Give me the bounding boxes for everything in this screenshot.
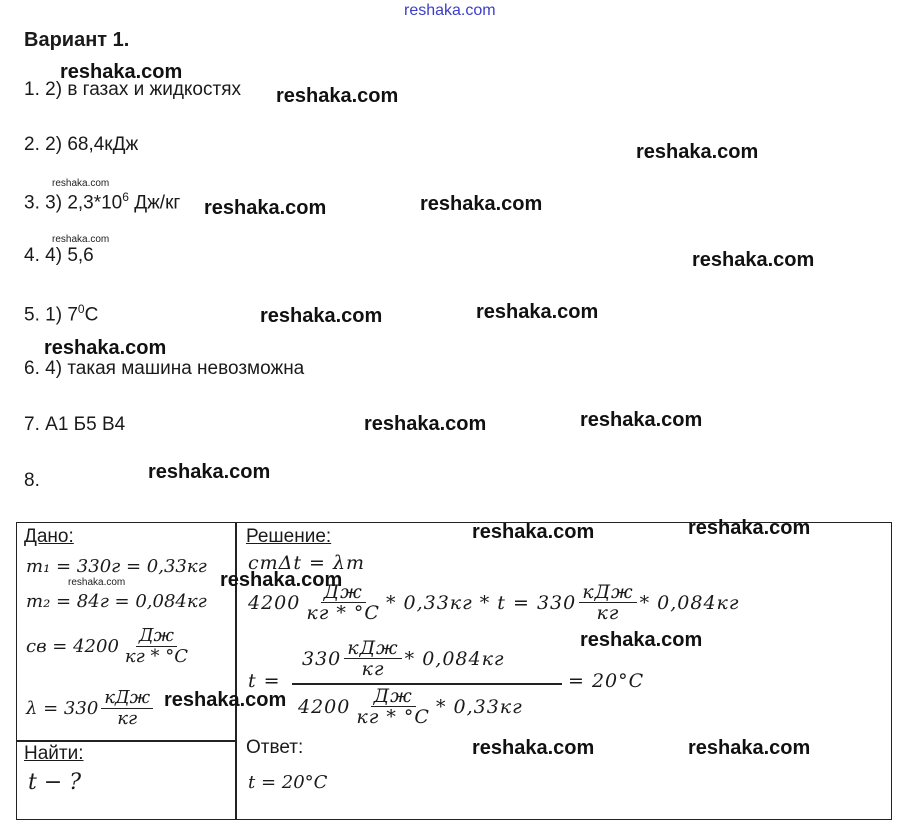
answer-4: 4. 4) 5,6 [24,245,94,266]
given-header: Дано: [24,526,74,547]
given-lambda: λ = 330 $\frac{\text{кДж}}{кг}$ [26,688,156,729]
answer-7: 7. А1 Б5 В4 [24,414,126,435]
table-divider-vertical [235,522,237,820]
find-value: t − ? [28,770,82,795]
watermark: reshaka.com [636,141,759,163]
solution-eq3-bar [292,683,562,685]
watermark: reshaka.com [220,569,343,591]
watermark: reshaka.com [44,337,167,359]
answer-6: 6. 4) такая машина невозможна [24,358,305,379]
page-title: Вариант 1. [24,29,130,51]
solution-eq3-result: = 20°C [568,670,645,692]
watermark: reshaka.com [688,737,811,759]
solution-header: Решение: [246,526,332,547]
watermark: reshaka.com [420,193,543,215]
answer-label: Ответ: [246,737,304,758]
find-header: Найти: [24,743,84,764]
watermark: reshaka.com [204,197,327,219]
answer-value: t = 20°C [248,772,328,793]
watermark: reshaka.com [148,461,271,483]
watermark-small: reshaka.com [52,234,110,245]
watermark: reshaka.com [692,249,815,271]
watermark: reshaka.com [580,629,703,651]
watermark: reshaka.com [60,61,183,83]
given-m1: m₁ = 330г = 0,33кг [26,556,207,577]
watermark: reshaka.com [472,521,595,543]
watermark-small: reshaka.com [52,178,110,189]
solution-eq1: cmΔt = λm [248,552,366,574]
watermark: reshaka.com [476,301,599,323]
solution-eq2: 4200 $\frac{Дж}{кг * ^\circ С}$ * 0,33кг * t = 330 $\frac{\text{кДж}}{кг}$ * 0,084кг [248,581,740,624]
solution-eq3-t: t = [248,670,281,692]
watermark: reshaka.com [260,305,383,327]
solution-eq3-numerator: 330 $\frac{\text{кДж}}{кг}$ * 0,084кг [302,637,505,680]
given-c: cв = 4200 $\frac{Дж}{кг * ^\circ С}$ [26,625,188,667]
table-divider-horizontal [16,740,236,742]
watermark-small: reshaka.com [68,577,126,588]
watermark: reshaka.com [472,737,595,759]
answer-8: 8. [24,470,40,491]
watermark: reshaka.com [164,689,287,711]
answer-1: 1. 2) в газах и жидкостях [24,79,241,100]
answer-3: 3. 3) $2,3*10^6$ Дж/кг [24,190,181,214]
watermark: reshaka.com [580,409,703,431]
answer-5: 5. 1) $7^0С$ [24,302,99,326]
answer-2: 2. 2) 68,4кДж [24,134,139,155]
solution-eq3-denominator: 4200 $\frac{Дж}{кг * ^\circ С}$ * 0,33кг [298,685,523,728]
watermark: reshaka.com [364,413,487,435]
watermark: reshaka.com [276,85,399,107]
given-m2: m₂ = 84г = 0,084кг [26,591,207,612]
watermark-top: reshaka.com [404,2,496,19]
watermark: reshaka.com [688,517,811,539]
